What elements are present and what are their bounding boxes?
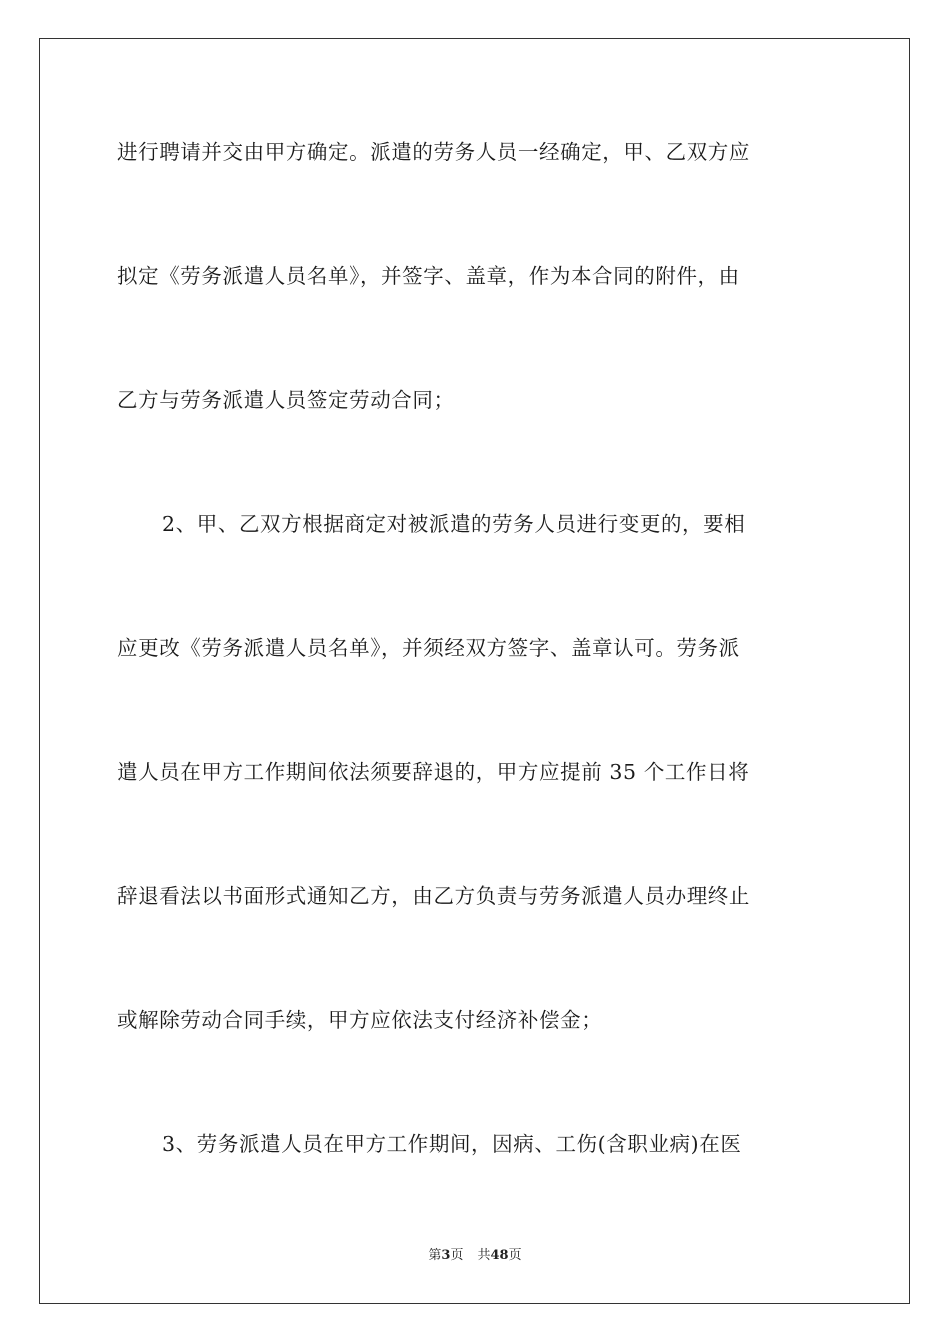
total-pages-number: 48 [490,1248,509,1263]
current-page-number: 3 [441,1248,451,1263]
body-text-line: 进行聘请并交由甲方确定。派遣的劳务人员一经确定，甲、乙双方应 [117,140,750,164]
footer-total-unit: 页 [508,1248,522,1263]
body-text-line: 遣人员在甲方工作期间依法须要辞退的，甲方应提前 35 个工作日将 [117,760,750,784]
body-text-line: 应更改《劳务派遣人员名单》，并须经双方签字、盖章认可。劳务派 [117,636,740,660]
body-text-line: 或解除劳动合同手续，甲方应依法支付经济补偿金； [117,1008,603,1032]
page-border [39,38,910,1304]
paragraph-2-start: 2、甲、乙双方根据商定对被派遣的劳务人员进行变更的，要相 [162,512,746,536]
paragraph-3-start: 3、劳务派遣人员在甲方工作期间，因病、工伤(含职业病)在医 [162,1132,742,1156]
body-text-line: 拟定《劳务派遣人员名单》，并签字、盖章，作为本合同的附件，由 [117,264,740,288]
footer-prefix: 第 [428,1248,442,1263]
page-footer [0,1247,950,1265]
footer-total-prefix: 共 [477,1248,491,1263]
body-text-line: 辞退看法以书面形式通知乙方，由乙方负责与劳务派遣人员办理终止 [117,884,750,908]
body-text-line: 乙方与劳务派遣人员签定劳动合同； [117,388,455,412]
footer-page-unit: 页 [450,1248,464,1263]
